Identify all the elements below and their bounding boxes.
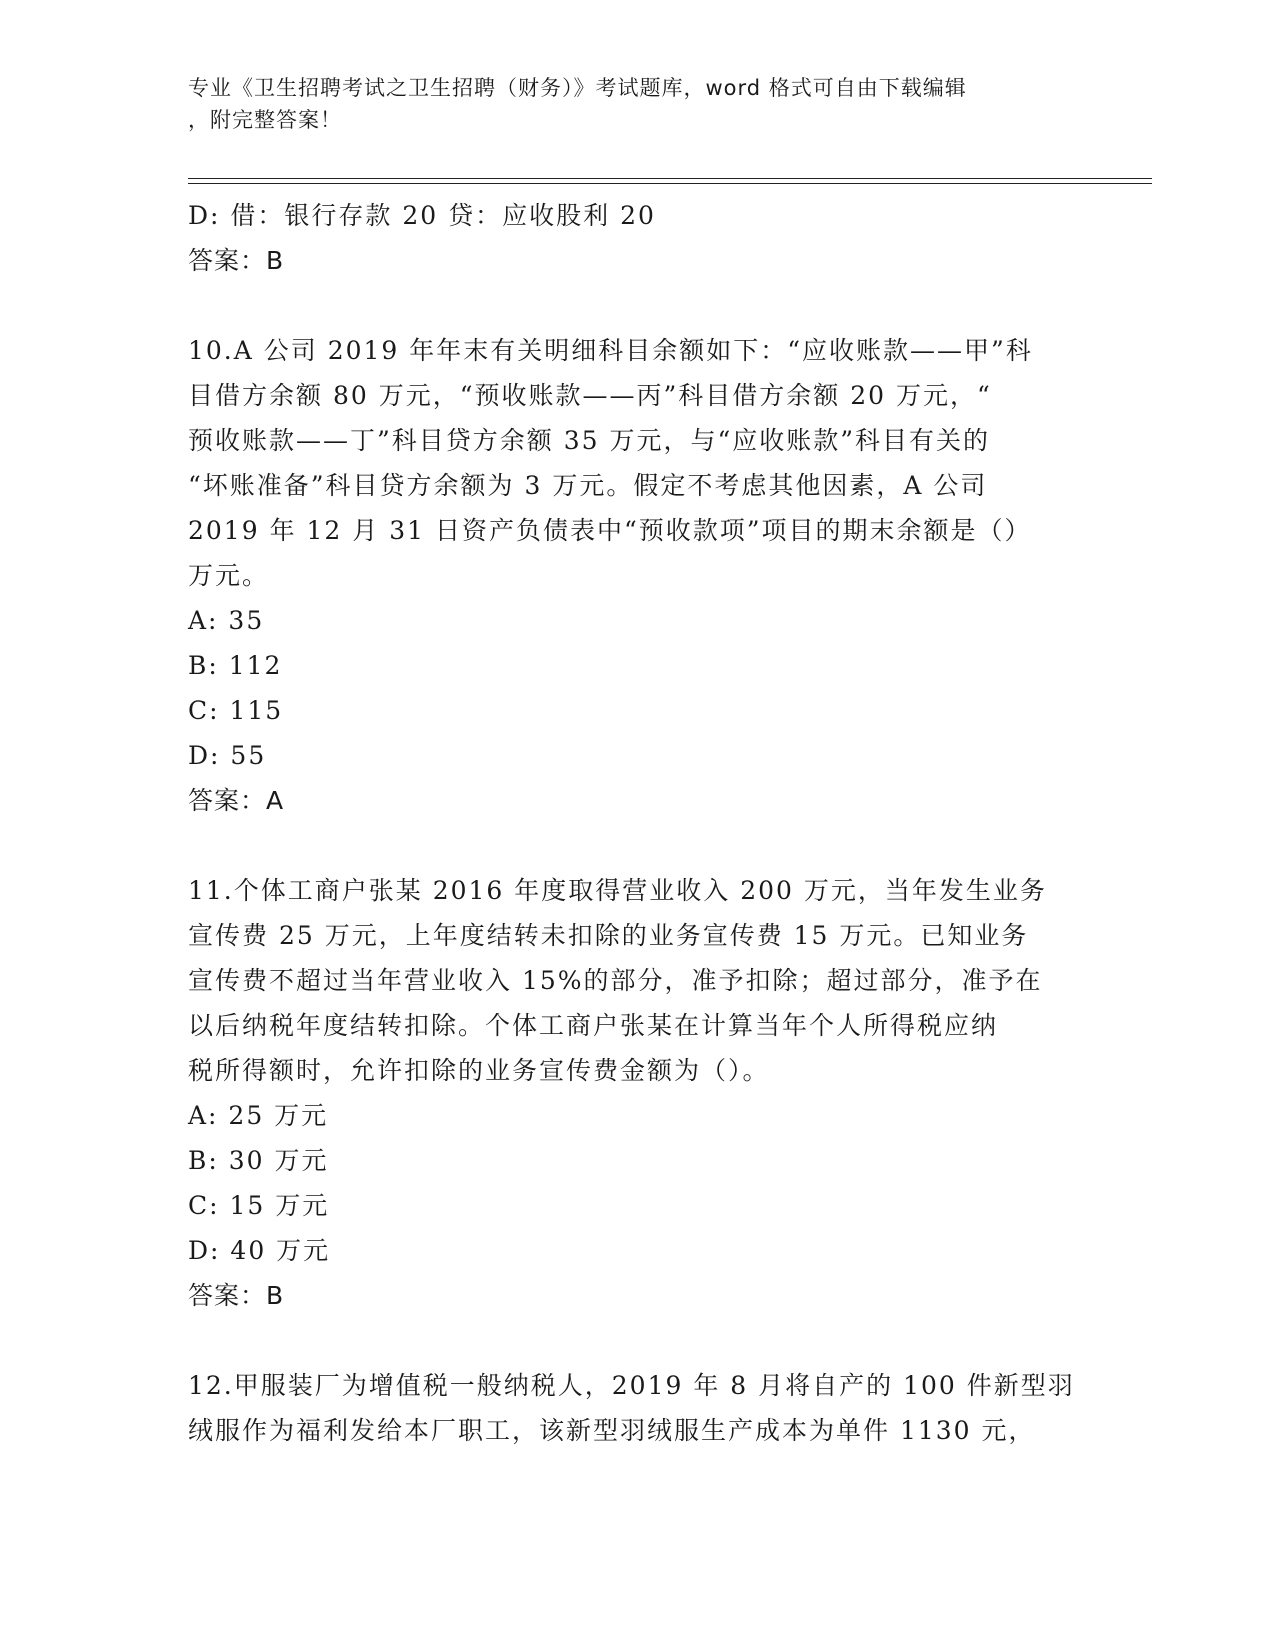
question-10-option-b: B: 112	[188, 651, 283, 680]
question-12-line: 绒服作为福利发给本厂职工，该新型羽绒服生产成本为单件 1130 元，	[188, 1416, 1036, 1445]
question-10-line: 2019 年 12 月 31 日资产负债表中“预收款项”项目的期末余额是（）	[188, 516, 1032, 545]
question-11-option-d: D: 40 万元	[188, 1236, 331, 1265]
question-10-line: 目借方余额 80 万元，“预收账款——丙”科目借方余额 20 万元，“	[188, 381, 992, 410]
document-header	[188, 72, 1088, 136]
question-11-line: 以后纳税年度结转扣除。个体工商户张某在计算当年个人所得税应纳	[188, 1011, 999, 1040]
question-10-line: 预收账款——丁”科目贷方余额 35 万元，与“应收账款”科目有关的	[188, 426, 991, 455]
question-10-line: 万元。	[188, 561, 270, 590]
question-11	[188, 868, 1088, 1318]
header-divider-top	[188, 178, 1152, 179]
question-10-answer: 答案：A	[188, 786, 285, 815]
question-11-line: 11.个体工商户张某 2016 年度取得营业收入 200 万元，当年发生业务	[188, 876, 1047, 905]
question-11-option-a: A: 25 万元	[188, 1101, 329, 1130]
question-10	[188, 328, 1088, 823]
question-11-option-c: C: 15 万元	[188, 1191, 330, 1220]
header-divider-bottom	[188, 183, 1152, 184]
header-line-1: 专业《卫生招聘考试之卫生招聘（财务）》考试题库，word 格式可自由下载编辑	[188, 76, 967, 100]
prev-option-d: D: 借：银行存款 20 贷：应收股利 20	[188, 201, 656, 230]
question-11-line: 宣传费 25 万元，上年度结转未扣除的业务宣传费 15 万元。已知业务	[188, 921, 1029, 950]
question-11-option-b: B: 30 万元	[188, 1146, 329, 1175]
prev-answer: 答案：B	[188, 246, 285, 275]
document-body	[188, 193, 1088, 1453]
question-10-line: 10.A 公司 2019 年年末有关明细科目余额如下：“应收账款——甲”科	[188, 336, 1033, 365]
question-10-option-a: A: 35	[188, 606, 265, 635]
question-12-line: 12.甲服装厂为增值税一般纳税人，2019 年 8 月将自产的 100 件新型羽	[188, 1371, 1075, 1400]
question-11-answer: 答案：B	[188, 1281, 285, 1310]
header-line-2: ，附完整答案！	[188, 108, 342, 132]
question-12	[188, 1363, 1088, 1453]
question-11-line: 税所得额时，允许扣除的业务宣传费金额为（）。	[188, 1056, 770, 1085]
question-10-option-d: D: 55	[188, 741, 267, 770]
question-11-line: 宣传费不超过当年营业收入 15%的部分，准予扣除；超过部分，准予在	[188, 966, 1043, 995]
question-10-option-c: C: 115	[188, 696, 284, 725]
question-10-line: “坏账准备”科目贷方余额为 3 万元。假定不考虑其他因素，A 公司	[188, 471, 988, 500]
